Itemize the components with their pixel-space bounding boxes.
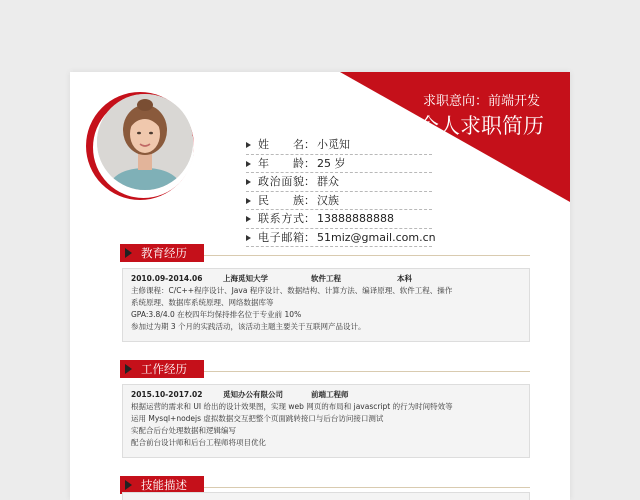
education-period: 2010.09-2014.06: [131, 274, 203, 283]
triangle-icon: [125, 364, 132, 374]
info-value: 51miz@gmail.com.cn: [317, 230, 436, 244]
bullet-arrow-icon: [246, 198, 251, 204]
bullet-arrow-icon: [246, 179, 251, 185]
bullet-arrow-icon: [246, 142, 251, 148]
avatar: [97, 94, 193, 190]
info-value: 小觅知: [317, 138, 350, 151]
info-row-phone: 联系方式： 13888888888: [246, 210, 432, 229]
job-intent: 求职意向：前端开发: [422, 94, 540, 109]
work-period: 2015.10-2017.02: [131, 390, 203, 399]
info-row-age: 年龄： 25 岁: [246, 155, 432, 174]
info-value: 13888888888: [317, 212, 394, 225]
work-header: [131, 389, 521, 401]
section-divider: [204, 487, 530, 488]
info-value: 群众: [317, 175, 339, 188]
info-row-name: 姓名： 小觅知: [246, 136, 432, 155]
work-line: 实配合后台处理数据和逻辑编写: [131, 426, 236, 435]
work-company: 觅知办公有限公司: [223, 390, 283, 399]
info-label: 民族: [258, 193, 304, 207]
education-degree: 本科: [397, 274, 412, 283]
portrait-photo: [97, 94, 193, 190]
bullet-arrow-icon: [246, 235, 251, 241]
triangle-icon: [125, 248, 132, 258]
education-header: [131, 273, 521, 285]
section-divider: [204, 255, 530, 256]
resume-title: 个人求职简历: [418, 114, 544, 138]
triangle-icon: [125, 480, 132, 490]
section-title: 技能描述: [141, 478, 187, 492]
section-title: 教育经历: [141, 246, 187, 260]
education-box: [122, 268, 530, 342]
education-school: 上海觅知大学: [223, 274, 268, 283]
work-position: 前端工程师: [311, 390, 349, 399]
education-line: 系统原理、数据库系统原理、网络数据库等: [131, 298, 274, 307]
work-line: 根据运营的需求和 UI 给出的设计效果图，实现 web 网页的布局和 javascript 的行为时间特效等: [131, 402, 453, 411]
info-row-email: 电子邮箱： 51miz@gmail.com.cn: [246, 229, 432, 248]
info-label: 电子邮箱: [258, 230, 304, 244]
education-line: 参加过为期 3 个月的实践活动，该活动主题主要关于互联网产品设计。: [131, 322, 366, 331]
education-major: 软件工程: [311, 274, 341, 283]
info-label: 政治面貌: [258, 175, 304, 188]
work-box: [122, 384, 530, 458]
work-line: 运用 Mysql+nodejs 虚拟数据交互把整个页面跳转接口与后台访问接口测试: [131, 414, 384, 423]
info-row-politics: 政治面貌： 群众: [246, 173, 432, 192]
personal-info: [246, 136, 436, 247]
section-tab: [120, 360, 204, 378]
info-row-ethnicity: 民族： 汉族: [246, 192, 432, 211]
info-label: 姓名: [258, 138, 304, 151]
section-work: [120, 360, 530, 378]
section-education: [120, 244, 530, 262]
bullet-arrow-icon: [246, 161, 251, 167]
skills-box: [122, 492, 530, 500]
section-divider: [204, 371, 530, 372]
bullet-arrow-icon: [246, 216, 251, 222]
education-line: 主修课程：C/C++程序设计、Java 程序设计、数据结构、计算方法、编译原理、软件工程、操作: [131, 286, 453, 295]
resume-page: [70, 72, 570, 500]
section-title: 工作经历: [141, 362, 187, 376]
work-line: 配合前台设计师和后台工程师将项目优化: [131, 438, 266, 447]
info-label: 年龄: [258, 156, 304, 170]
info-value: 汉族: [317, 193, 339, 207]
section-tab: [120, 244, 204, 262]
info-value: 25 岁: [317, 156, 346, 170]
education-line: GPA:3.8/4.0 在校四年均保持排名位于专业前 10%: [131, 310, 302, 319]
info-label: 联系方式: [258, 212, 304, 225]
